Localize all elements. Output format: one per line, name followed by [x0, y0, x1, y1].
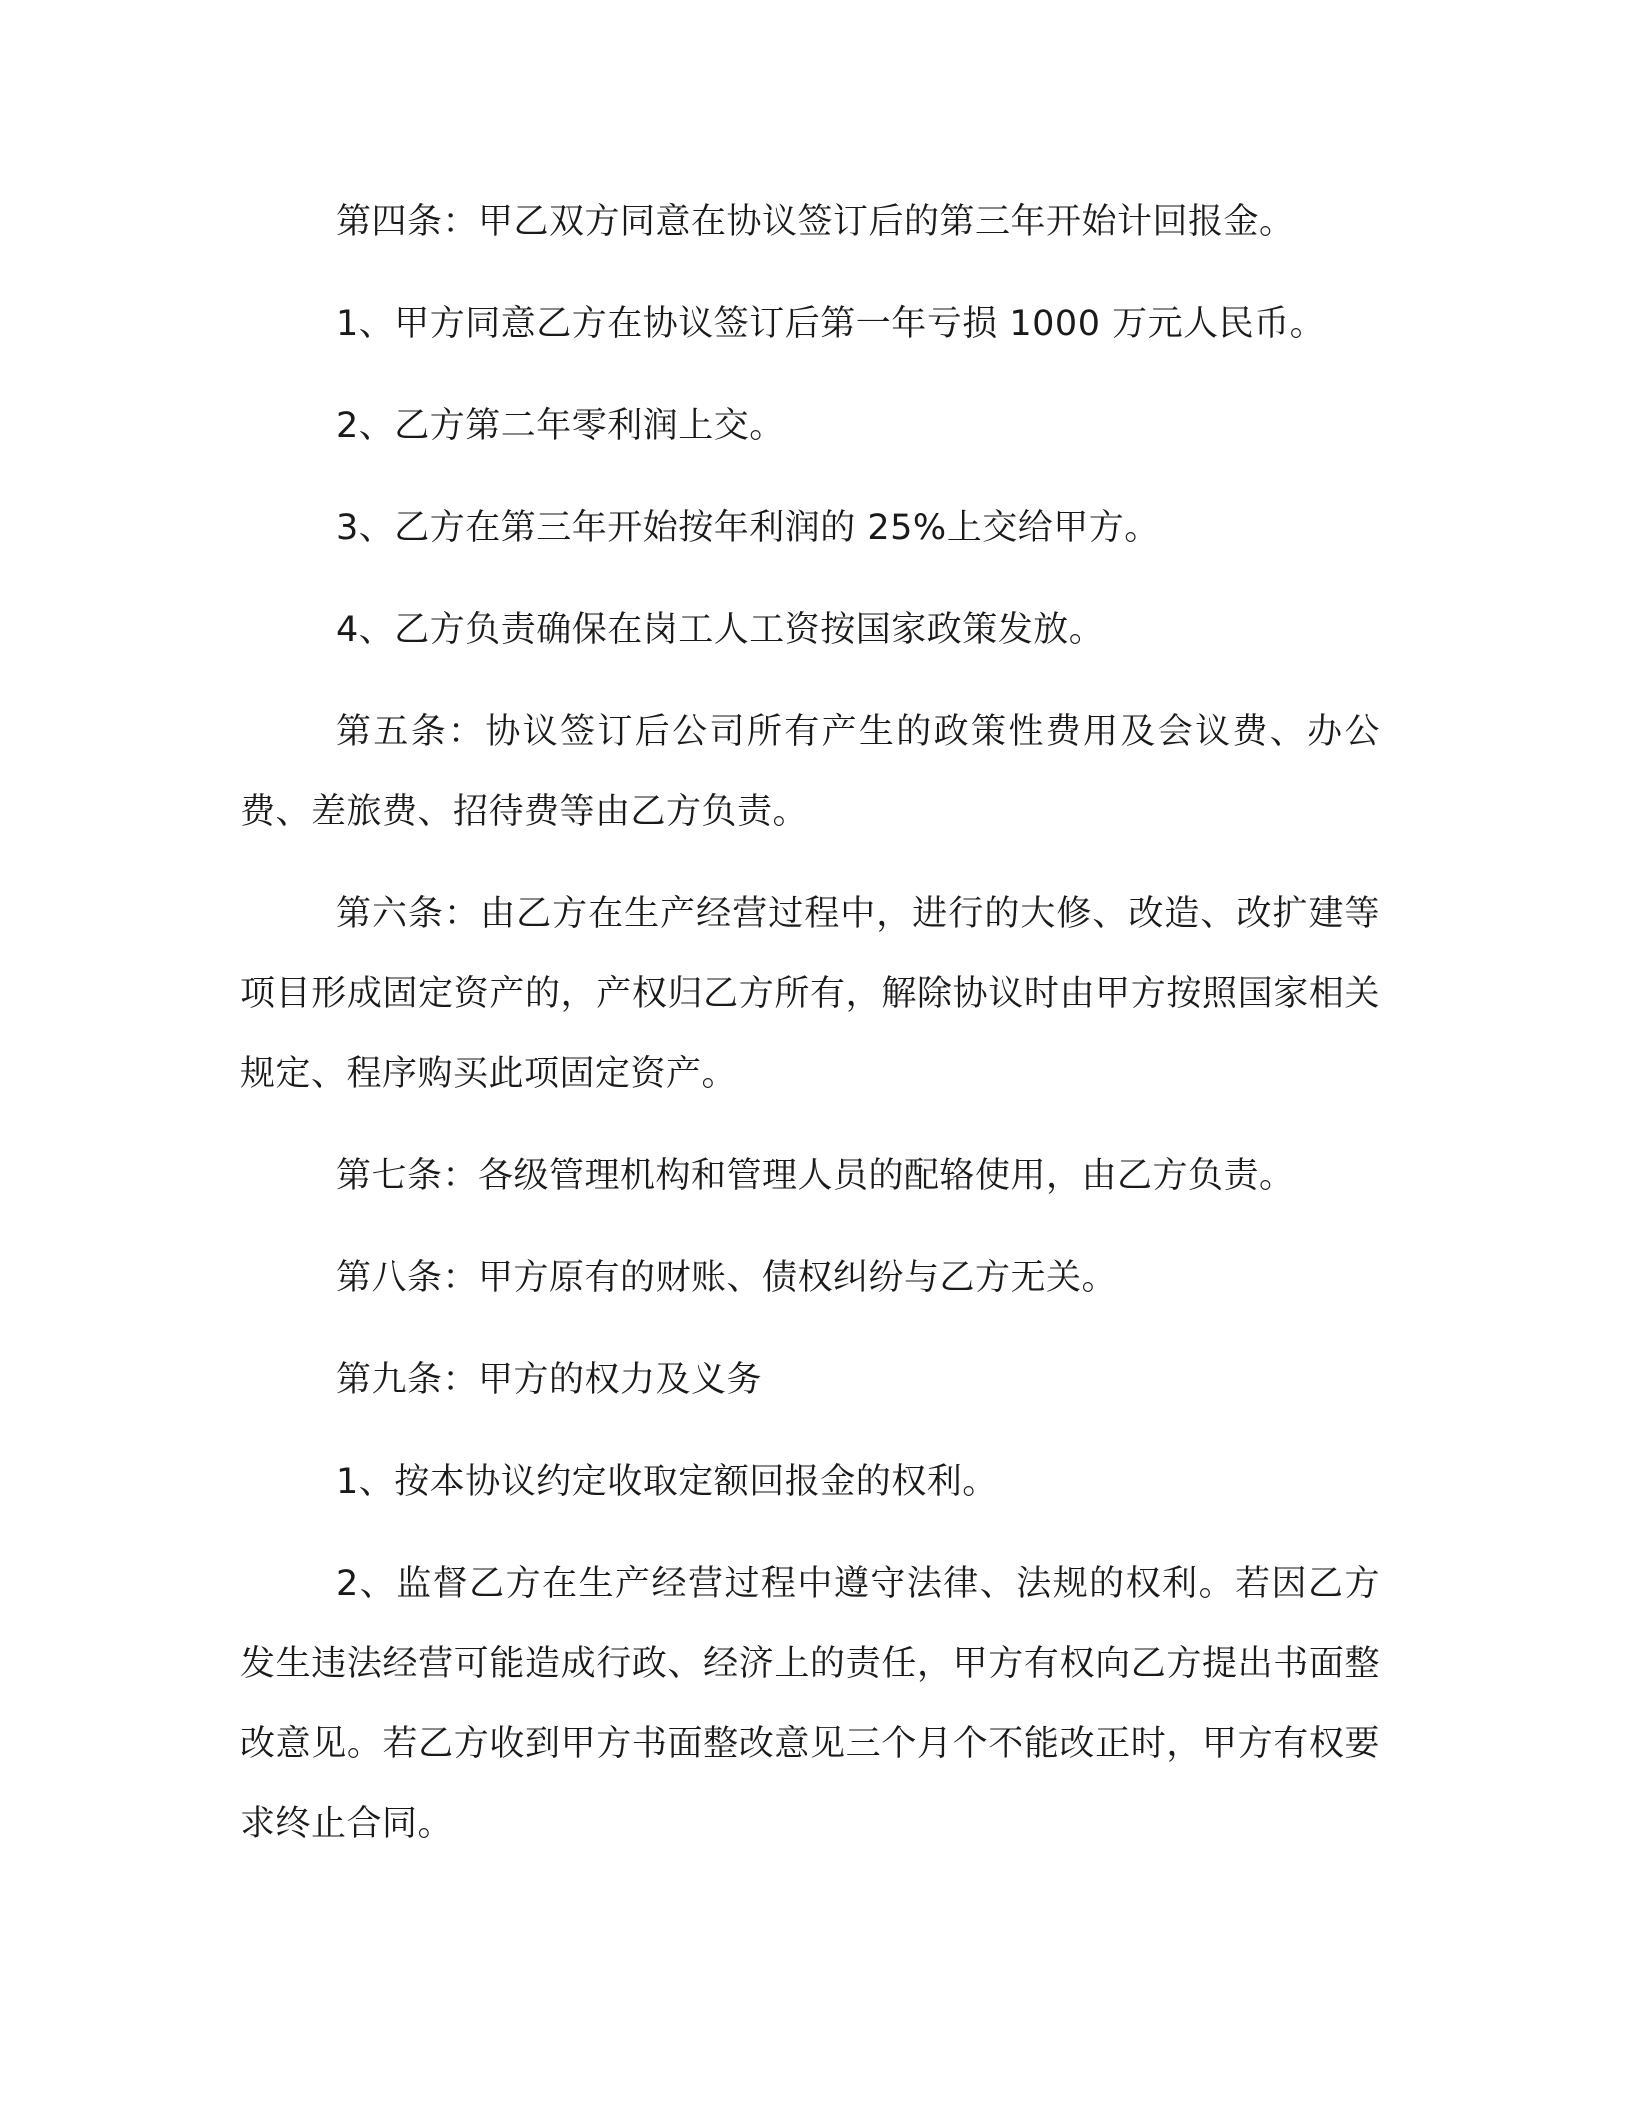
paragraph-item-4-4: 4、乙方负责确保在岗工人工资按国家政策发放。: [336, 610, 1105, 650]
paragraph-article-7: 第七条：各级管理机构和管理人员的配辂使用，由乙方负责。: [336, 1156, 1295, 1196]
paragraph-item-9-1: 1、按本协议约定收取定额回报金的权利。: [336, 1462, 998, 1502]
paragraph-item-4-1: 1、甲方同意乙方在协议签订后第一年亏损 1000 万元人民币。: [336, 304, 1326, 344]
paragraph-article-8: 第八条：甲方原有的财账、债权纠纷与乙方无关。: [336, 1258, 1118, 1298]
paragraph-item-4-3: 3、乙方在第三年开始按年利润的 25%上交给甲方。: [336, 508, 1160, 548]
paragraph-article-4: 第四条：甲乙双方同意在协议签订后的第三年开始计回报金。: [336, 202, 1295, 242]
paragraph-article-6: 第六条：由乙方在生产经营过程中，进行的大修、改造、改扩建等项目形成固定资产的，产权归乙方所有，解除协议时由甲方按照国家相关规定、程序购买此项固定资产。: [240, 894, 1380, 1094]
paragraph-item-4-2: 2、乙方第二年零利润上交。: [336, 406, 785, 446]
paragraph-article-9: 第九条：甲方的权力及义务: [336, 1360, 763, 1400]
paragraph-item-9-2: 2、监督乙方在生产经营过程中遵守法律、法规的权利。若因乙方发生违法经营可能造成行政、经济上的责任，甲方有权向乙方提出书面整改意见。若乙方收到甲方书面整改意见三个月个不能改正时，甲方有权要求终止合同。: [240, 1564, 1380, 1844]
paragraph-article-5: 第五条：协议签订后公司所有产生的政策性费用及会议费、办公费、差旅费、招待费等由乙方负责。: [240, 712, 1380, 832]
document-page: [240, 182, 1380, 1864]
